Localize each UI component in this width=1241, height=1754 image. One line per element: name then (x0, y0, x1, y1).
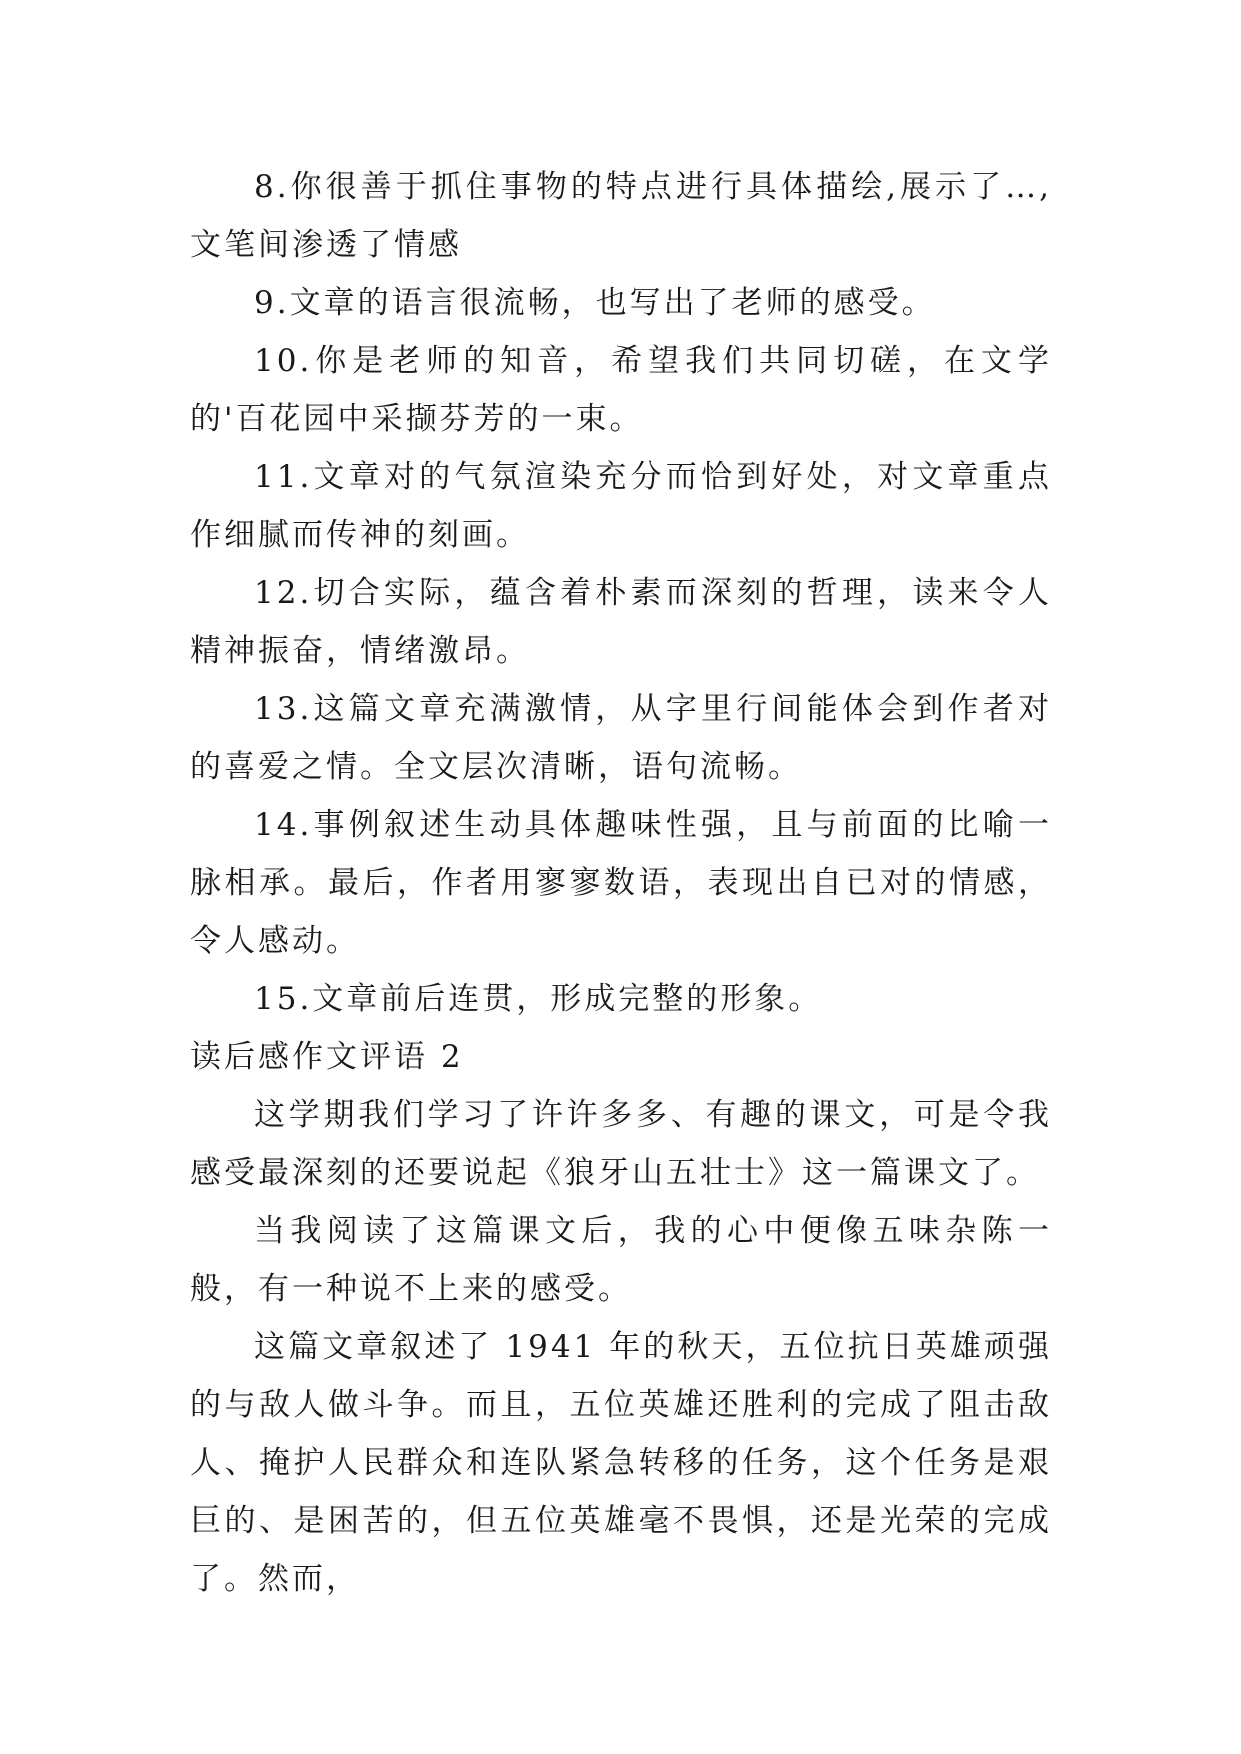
comment-paragraph: 9.文章的语言很流畅，也写出了老师的感受。 (254, 285, 936, 321)
comment-paragraph: 10.你是老师的知音，希望我们共同切磋，在文学的'百花园中采撷芬芳的一束。 (190, 343, 1052, 437)
document-body (190, 158, 1052, 1608)
essay-paragraph: 当我阅读了这篇课文后，我的心中便像五味杂陈一般，有一种说不上来的感受。 (190, 1213, 1052, 1307)
comment-paragraph: 12.切合实际，蕴含着朴素而深刻的哲理，读来令人精神振奋，情绪激昂。 (190, 575, 1052, 669)
comment-paragraph: 15.文章前后连贯，形成完整的形象。 (254, 981, 823, 1017)
comment-paragraph: 8.你很善于抓住事物的特点进行具体描绘,展示了…,文笔间渗透了情感 (190, 169, 1052, 263)
section-heading: 读后感作文评语 2 (190, 1039, 464, 1075)
essay-paragraph: 这篇文章叙述了 1941 年的秋天，五位抗日英雄顽强的与敌人做斗争。而且，五位英雄还胜利的完成了阻击敌人、掩护人民群众和连队紧急转移的任务，这个任务是艰巨的、是困苦的，但五位英雄毫不畏惧，还是光荣的完成了。然而， (190, 1329, 1052, 1597)
essay-paragraph: 这学期我们学习了许许多多、有趣的课文，可是令我感受最深刻的还要说起《狼牙山五壮士》这一篇课文了。 (190, 1097, 1052, 1191)
comment-paragraph: 11.文章对的气氛渲染充分而恰到好处，对文章重点作细腻而传神的刻画。 (190, 459, 1052, 553)
comment-paragraph: 13.这篇文章充满激情，从字里行间能体会到作者对的喜爱之情。全文层次清晰，语句流畅。 (190, 691, 1052, 785)
comment-paragraph: 14.事例叙述生动具体趣味性强，且与前面的比喻一脉相承。最后，作者用寥寥数语，表现出自已对的情感，令人感动。 (190, 807, 1052, 959)
